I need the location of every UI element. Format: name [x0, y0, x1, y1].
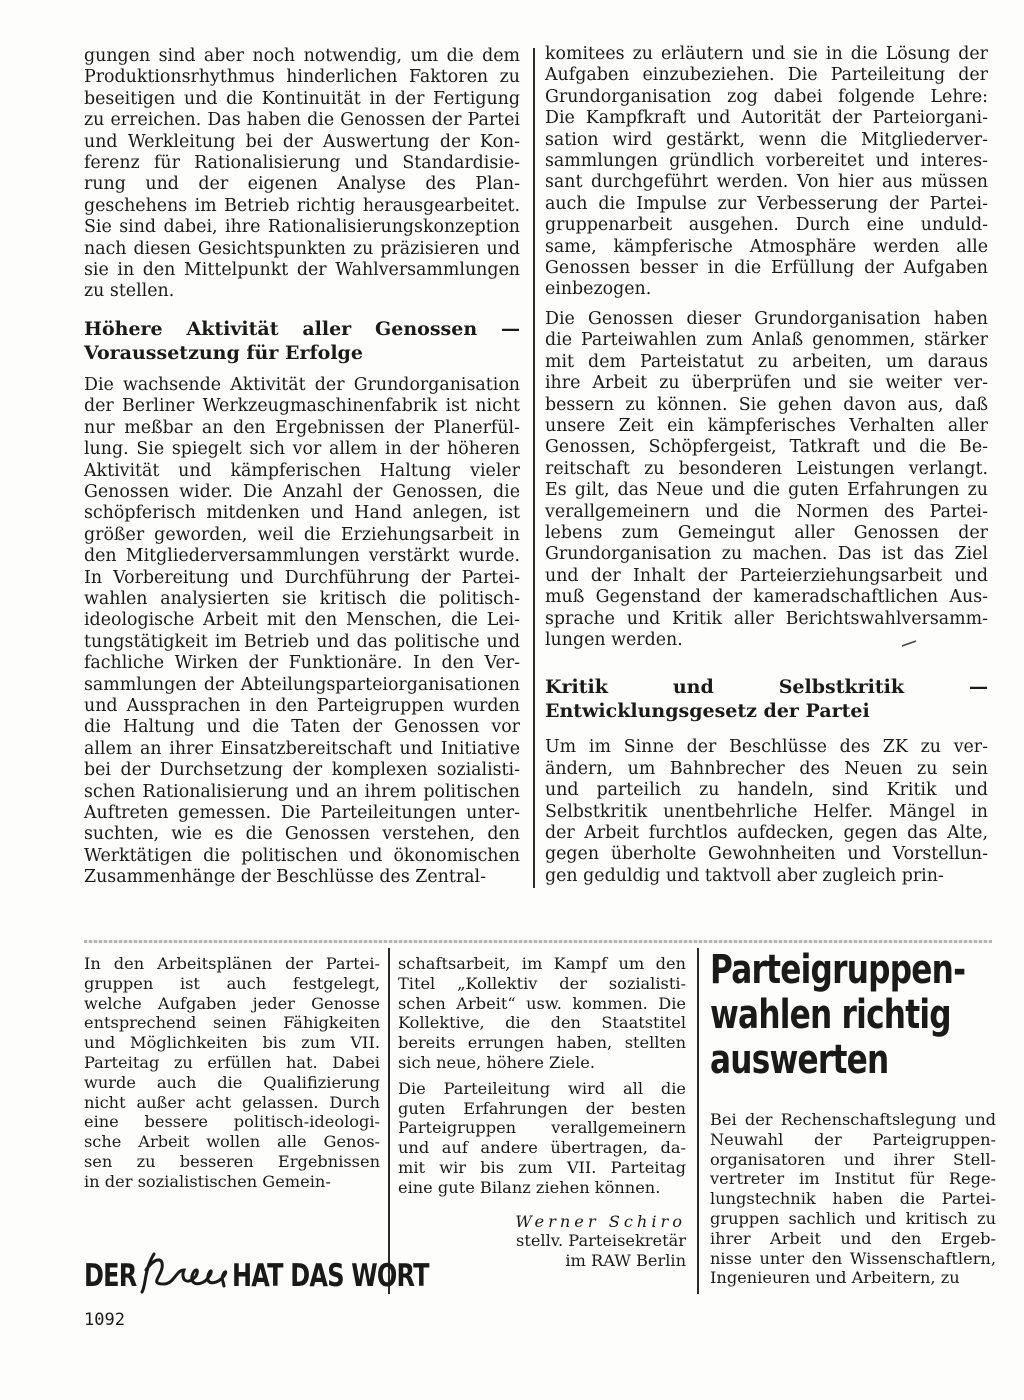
text-line: Höhere Aktivität aller Genossen —	[84, 317, 520, 340]
text-line: Entwicklungsgesetz der Partei	[545, 700, 870, 723]
text-line: sprache und Kritik aller Berichtswahlversamm-	[545, 608, 988, 629]
letter-divider-2	[697, 948, 699, 1294]
text-line: nach diesen Gesichtspunkten zu präzisieren und	[84, 238, 520, 259]
text-line: bei der Durchsetzung der komplexen sozialisti-	[84, 760, 520, 781]
text-line: Sie sind dabei, ihre Rationalisierungskonzeption	[84, 217, 520, 238]
text-line: den Mitgliederversammlungen verstärkt wurde.	[84, 546, 520, 567]
text-line: Aktivität und kämpferischen Haltung vieler	[84, 460, 520, 481]
text-line: Auftreten gemessen. Die Parteileitungen unter-	[84, 803, 520, 823]
text-line: und Möglichkeiten bis zum VII.	[84, 1033, 380, 1053]
letter-paragraph-1	[84, 954, 380, 1192]
text-line: reitschaft zu besonderen Leistungen verlangt.	[545, 458, 988, 479]
letter-column-2	[398, 954, 686, 1271]
text-line: nicht außer acht gelassen. Durch	[84, 1092, 380, 1112]
headline-line-2: wahlen richtig	[710, 992, 951, 1038]
leser-hat-das-wort-logo	[84, 1240, 429, 1300]
text-line: Grundorganisation zog dabei folgende Lehre:	[545, 86, 988, 107]
text-line: bessern zu können. Sie gehen davon aus, daß	[545, 394, 988, 415]
text-line: und Aussprachen in den Parteigruppen wurden	[84, 695, 520, 716]
text-line: gruppen ist auch festgelegt,	[84, 973, 380, 993]
paragraph-4	[545, 309, 988, 652]
text-line: größer geworden, weil die Erziehungsarbeit in	[84, 524, 520, 545]
text-line: Grundorganisation zu machen. Das ist das Ziel	[545, 544, 988, 565]
text-line: Es gilt, das Neue und die guten Erfahrungen zu	[545, 480, 988, 501]
text-line: gen geduldig und taktvoll aber zugleich prin-	[545, 865, 944, 886]
text-line: beseitigen und die Kontinuität in der Fertigung	[84, 88, 520, 109]
article-headline	[710, 948, 999, 1083]
text-line: ändern, um Bahnbrecher des Neuen zu sein	[545, 758, 988, 779]
text-line: Genossen, Schöpfergeist, Tatkraft und die Be-	[545, 437, 988, 458]
text-line: Parteitag zu erfüllen hat. Dabei	[84, 1052, 380, 1072]
text-line: wahlen analysierten sie kritisch die politisch-	[84, 588, 520, 609]
text-line: einbezogen.	[545, 279, 652, 300]
article-paragraph	[710, 1110, 996, 1288]
text-line: welche Aufgaben jeder Genosse	[84, 993, 380, 1013]
text-line: mit dem Parteistatut zu arbeiten, um daraus	[545, 351, 988, 372]
text-line: Die wachsende Aktivität der Grundorganisation	[84, 374, 520, 395]
text-line: schaftsarbeit, im Kampf um den	[398, 954, 686, 973]
text-line: zu stellen.	[84, 281, 175, 302]
text-line: Neuwahl der Parteigruppen-	[710, 1129, 996, 1149]
text-line: Kritik und Selbstkritik —	[545, 676, 988, 699]
text-line: sant durchgeführt werden. Von hier aus müssen	[545, 172, 988, 193]
text-line: Produktionsrhythmus hinderlichen Faktoren zu	[84, 67, 520, 88]
text-line: Selbstkritik unentbehrliche Helfer. Mängel in	[545, 801, 988, 822]
text-line: tungstätigkeit im Betrieb und das politische und	[84, 631, 520, 652]
text-line: gungen sind aber noch notwendig, um die dem	[84, 46, 520, 66]
column-left	[84, 46, 520, 897]
text-line: lungen werden.	[545, 629, 683, 650]
column-divider	[533, 48, 535, 888]
text-line: sie in den Mittelpunkt der Wahlversammlungen	[84, 260, 520, 281]
text-line: und Werkleitung bei der Auswertung der Kon-	[84, 131, 520, 152]
text-line: Bei der Rechenschaftslegung und	[710, 1110, 996, 1129]
text-line: die Haltung und die Taten der Genossen vor	[84, 717, 520, 738]
text-line: Werktätigen die politischen und ökonomischen	[84, 845, 520, 866]
text-line: lungstechnik haben die Partei-	[710, 1189, 996, 1209]
text-line: gruppenarbeit ausgehen. Durch eine unduld-	[545, 215, 988, 236]
text-line: Um im Sinne der Beschlüsse des ZK zu ver-	[545, 737, 988, 758]
text-line: ihre Arbeit zu überprüfen und sie weiter ver-	[545, 373, 988, 394]
text-line: eine gute Bilanz ziehen können.	[398, 1177, 661, 1197]
headline-line-1: Parteigruppen-	[710, 947, 966, 993]
column-right	[545, 44, 988, 895]
text-line: und der Inhalt der Parteierziehungsarbeit und	[545, 565, 988, 586]
letter-paragraph-2	[398, 954, 686, 1073]
text-line: entsprechend seinen Fähigkeiten	[84, 1013, 380, 1033]
text-line: lung. Sie spiegelt sich vor allem in der höheren	[84, 439, 520, 460]
section-heading-1	[84, 317, 520, 365]
text-line: Aufgaben einzubeziehen. Die Parteileitung der	[545, 65, 988, 86]
text-line: Ingenieuren und Arbeitern, zu	[710, 1268, 960, 1288]
text-line: vertreter im Institut für Rege-	[710, 1169, 996, 1189]
headline-line-3: auswerten	[710, 1037, 889, 1083]
text-line: mit wir bis zum VII. Parteitag	[398, 1157, 686, 1177]
text-line: Kollektive, die den Staatstitel	[398, 1013, 686, 1033]
text-line: lebens zum Gemeingut aller Genossen der	[545, 522, 988, 543]
paragraph-2	[84, 375, 520, 889]
paragraph-3	[545, 44, 988, 301]
text-line: sen zu besseren Ergebnissen	[84, 1151, 380, 1171]
text-line: Genossen besser in die Erfüllung der Aufgaben	[545, 258, 988, 279]
svg-text:HAT DAS WORT: HAT DAS WORT	[232, 1256, 429, 1295]
text-line: eine bessere politisch-ideologi-	[84, 1112, 380, 1132]
article-body	[710, 1110, 996, 1294]
text-line: Genossen wider. Die Anzahl der Genossen, die	[84, 481, 520, 502]
text-line: Die Parteileitung wird all die	[398, 1078, 686, 1098]
letter-paragraph-3	[398, 1079, 686, 1198]
text-line: fachliche Wirken der Funktionäre. In den Ver-	[84, 653, 520, 674]
letter-divider-1	[388, 948, 390, 1294]
page-number: 1092	[84, 1310, 125, 1330]
text-line: sche Arbeit wollen alle Genos-	[84, 1132, 380, 1152]
text-line: organisatoren und ihrer Stell-	[710, 1149, 996, 1169]
text-line: In den Arbeitsplänen der Partei-	[84, 954, 380, 973]
text-line: in der sozialistischen Gemein-	[84, 1171, 331, 1191]
text-line: und parteilich zu handeln, sind Kritik und	[545, 780, 988, 801]
text-line: komitees zu erläutern und sie in die Lösung der	[545, 44, 988, 64]
text-line: Die Genossen dieser Grundorganisation haben	[545, 308, 988, 329]
text-line: suchten, wie es die Genossen verstehen, den	[84, 824, 520, 845]
text-line: schen Arbeit“ usw. kommen. Die	[398, 993, 686, 1013]
text-line: rung und der eigenen Analyse des Plan-	[84, 174, 520, 195]
svg-text:DER: DER	[84, 1256, 137, 1295]
text-line: Zusammenhänge der Beschlüsse des Zentral-	[84, 867, 486, 888]
text-line: In Vorbereitung und Durchführung der Partei-	[84, 567, 520, 588]
text-line: Die Kampfkraft und Autorität der Parteiorgani-	[545, 108, 988, 129]
text-line: Parteigruppen verallgemeinern	[398, 1118, 686, 1138]
text-line: nur meßbar an den Ergebnissen der Planerfül-	[84, 417, 520, 438]
text-line: gruppen sachlich und kritisch zu	[710, 1208, 996, 1228]
text-line: zu erreichen. Das haben die Genossen der Partei	[84, 110, 520, 131]
text-line: bereits errungen haben, stellten	[398, 1033, 686, 1053]
text-line: der Berliner Werkzeugmaschinenfabrik ist nicht	[84, 396, 520, 417]
text-line: guten Erfahrungen der besten	[398, 1098, 686, 1118]
letter-column-1	[84, 954, 380, 1198]
text-line: Voraussetzung für Erfolge	[84, 341, 363, 364]
text-line: auch die Impulse zur Verbesserung der Partei-	[545, 193, 988, 214]
text-line: schen Rationalisierung und an ihrem politischen	[84, 781, 520, 802]
horizontal-rule	[84, 940, 992, 943]
text-line: ideologische Arbeit mit den Menschen, die Lei-	[84, 610, 520, 631]
text-line: verallgemeinern und die Normen des Partei-	[545, 501, 988, 522]
text-line: allem an ihrer Einsatzbereitschaft und Initiative	[84, 738, 520, 759]
text-line: ferenz für Rationalisierung und Standardisie-	[84, 153, 520, 174]
text-line: nisse unter den Wissenschaftlern,	[710, 1248, 996, 1268]
signature-name: Werner Schiro	[515, 1211, 686, 1231]
text-line: geschehens im Betrieb richtig herausgearbeitet.	[84, 195, 520, 216]
text-line: wurde auch die Qualifizierung	[84, 1072, 380, 1092]
text-line: sammlungen der Abteilungsparteiorganisationen	[84, 674, 520, 695]
text-line: sich neue, höhere Ziele.	[398, 1052, 595, 1072]
text-line: unsere Zeit ein kämpferisches Verhalten aller	[545, 415, 988, 436]
signature-role-2: im RAW Berlin	[565, 1251, 686, 1271]
pen-mark	[900, 638, 920, 648]
text-line: gegen überholte Gewohnheiten und Vorstellun-	[545, 844, 988, 865]
text-line: muß Gegenstand der kameradschaftlichen Aus-	[545, 587, 988, 608]
paragraph-5	[545, 737, 988, 887]
text-line: schöpferisch mitdenken und Hand anlegen, ist	[84, 503, 520, 524]
section-heading-2	[545, 675, 988, 723]
text-line: und auf andere übertragen, da-	[398, 1138, 686, 1158]
text-line: die Parteiwahlen zum Anlaß genommen, stärker	[545, 330, 988, 351]
text-line: sation wird gestärkt, wenn die Mitgliederver-	[545, 129, 988, 150]
text-line: sammlungen gründlich vorbereitet und interes-	[545, 151, 988, 172]
text-line: Titel „Kollektiv der sozialisti-	[398, 973, 686, 993]
text-line: der Arbeit furchtlos aufdecken, gegen das Alte,	[545, 823, 988, 843]
paragraph-1	[84, 46, 520, 303]
text-line: ihrer Arbeit und den Ergeb-	[710, 1228, 996, 1248]
text-line: same, kämpferische Atmosphäre werden alle	[545, 236, 988, 257]
signature-role-1: stellv. Parteisekretär	[516, 1231, 686, 1251]
